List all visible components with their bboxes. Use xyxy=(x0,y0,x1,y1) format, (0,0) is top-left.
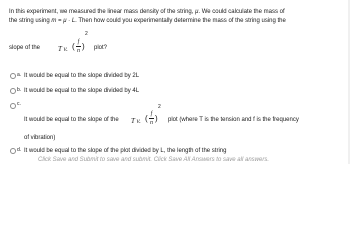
fraction-bar xyxy=(76,46,81,47)
plot-suffix: plot? xyxy=(94,45,108,51)
option-c-frac-num: f xyxy=(150,111,153,117)
option-d-text: It would be equal to the slope of the plot divided by L, the length of the string xyxy=(24,148,227,154)
option-c-left-paren: ( xyxy=(145,114,148,123)
question-line-1 xyxy=(9,9,285,16)
option-a-radio[interactable] xyxy=(10,73,16,79)
slope-prefix: slope of the xyxy=(9,45,41,51)
option-c-radio[interactable] xyxy=(10,103,16,109)
exponent: 2 xyxy=(85,31,88,37)
t-vs-label: T v. xyxy=(58,45,68,53)
right-paren: ) xyxy=(82,42,85,51)
option-c-text: It would be equal to the slope of the xyxy=(24,117,119,123)
question-line2-text: the string using xyxy=(9,18,52,24)
option-d-letter: d. xyxy=(17,147,22,153)
question-line-2 xyxy=(9,18,286,25)
option-c-frac-den: n xyxy=(150,120,153,126)
option-b-letter: b. xyxy=(17,87,22,93)
mu-symbol: μ xyxy=(195,9,199,15)
option-c-letter: c. xyxy=(17,101,21,107)
option-c-text-2: plot (where T is the tension and f is the frequency xyxy=(168,117,299,123)
fraction-denominator: n xyxy=(77,48,80,54)
option-c-exponent: 2 xyxy=(158,104,161,110)
option-c-text-3: of vibration) xyxy=(24,135,56,141)
option-c-frac-bar xyxy=(149,118,154,119)
question-line2-text-2: . Then how could you experimentally determine the mass of the string using the xyxy=(75,18,286,24)
option-a-text: It would be equal to the slope divided by 2L xyxy=(24,73,140,79)
question-intro-text: In this experiment, we measured the linear mass density of the string, xyxy=(9,9,196,15)
left-paren: ( xyxy=(72,42,75,51)
option-b-text: It would be equal to the slope divided by 4L xyxy=(24,88,140,94)
option-d-radio[interactable] xyxy=(10,148,16,154)
option-c-t-vs: T v. xyxy=(131,117,141,125)
fraction-numerator: f xyxy=(77,39,80,45)
option-c-right-paren: ) xyxy=(155,114,158,123)
option-a-letter: a. xyxy=(17,72,22,78)
footer-instructions: Click Save and Submit to save and submit. Click Save All Answers to save all answers. xyxy=(38,157,269,163)
mass-equation: m = μ · L xyxy=(51,18,76,24)
option-b-radio[interactable] xyxy=(10,88,16,94)
question-intro-text-2: . We could calculate the mass of xyxy=(198,9,285,15)
